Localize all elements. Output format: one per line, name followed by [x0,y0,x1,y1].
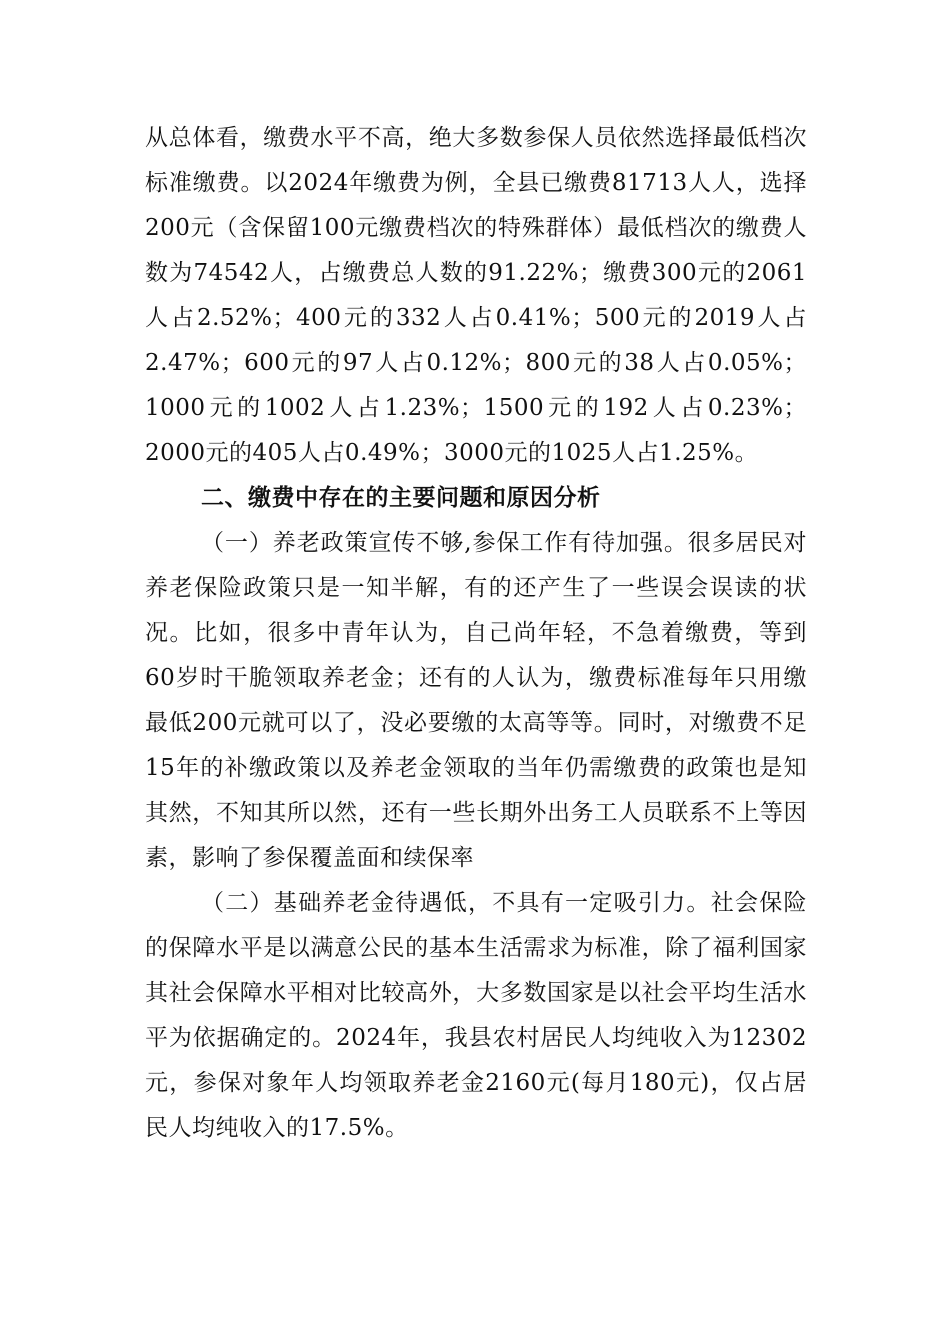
subsection-1-lead: （一）养老政策宣传不够,参保工作有待加强。 [201,530,688,556]
document-body [145,116,807,1151]
subsection-1-body: 很多居民对养老保险政策只是一知半解，有的还产生了一些误会误读的状况。比如，很多中青年认为，自己尚年轻，不急着缴费，等到60岁时干脆领取养老金；还有的人认为，缴费标准每年只用缴最低200元就可以了，没必要缴的太高等等。同时，对缴费不足15年的补缴政策以及养老金领取的当年仍需缴费的政策也是知其然，不知其所以然，还有一些长期外出务工人员联系不上等因素，影响了参保覆盖面和续保率 [145,530,808,871]
subsection-policy-publicity [145,521,807,881]
section-heading: 二、缴费中存在的主要问题和原因分析 [201,485,601,511]
subsection-2-lead: （二）基础养老金待遇低，不具有一定吸引力。 [201,890,711,916]
subsection-pension-level [145,881,807,1151]
subsection-2-body: 社会保险的保障水平是以满意公民的基本生活需求为标准，除了福利国家其社会保障水平相对比较高外，大多数国家是以社会平均生活水平为依据确定的。2024年，我县农村居民人均纯收入为12302元，参保对象年人均领取养老金2160元(每月180元)，仅占居民人均纯收入的17.5%。 [145,890,808,1141]
paragraph-payment-statistics: 从总体看，缴费水平不高，绝大多数参保人员依然选择最低档次标准缴费。以2024年缴费为例，全县已缴费81713人人，选择200元（含保留100元缴费档次的特殊群体）最低档次的缴费人数为74542人，占缴费总人数的91.22%；缴费300元的2061人占2.52%；400元的332人占0.41%；500元的2019人占2.47%；600元的97人占0.12%；800元的38人占0.05%；1000元的1002人占1.23%；1500元的192人占0.23%；2000元的405人占0.49%；3000元的1025人占1.25%。 [145,125,807,466]
